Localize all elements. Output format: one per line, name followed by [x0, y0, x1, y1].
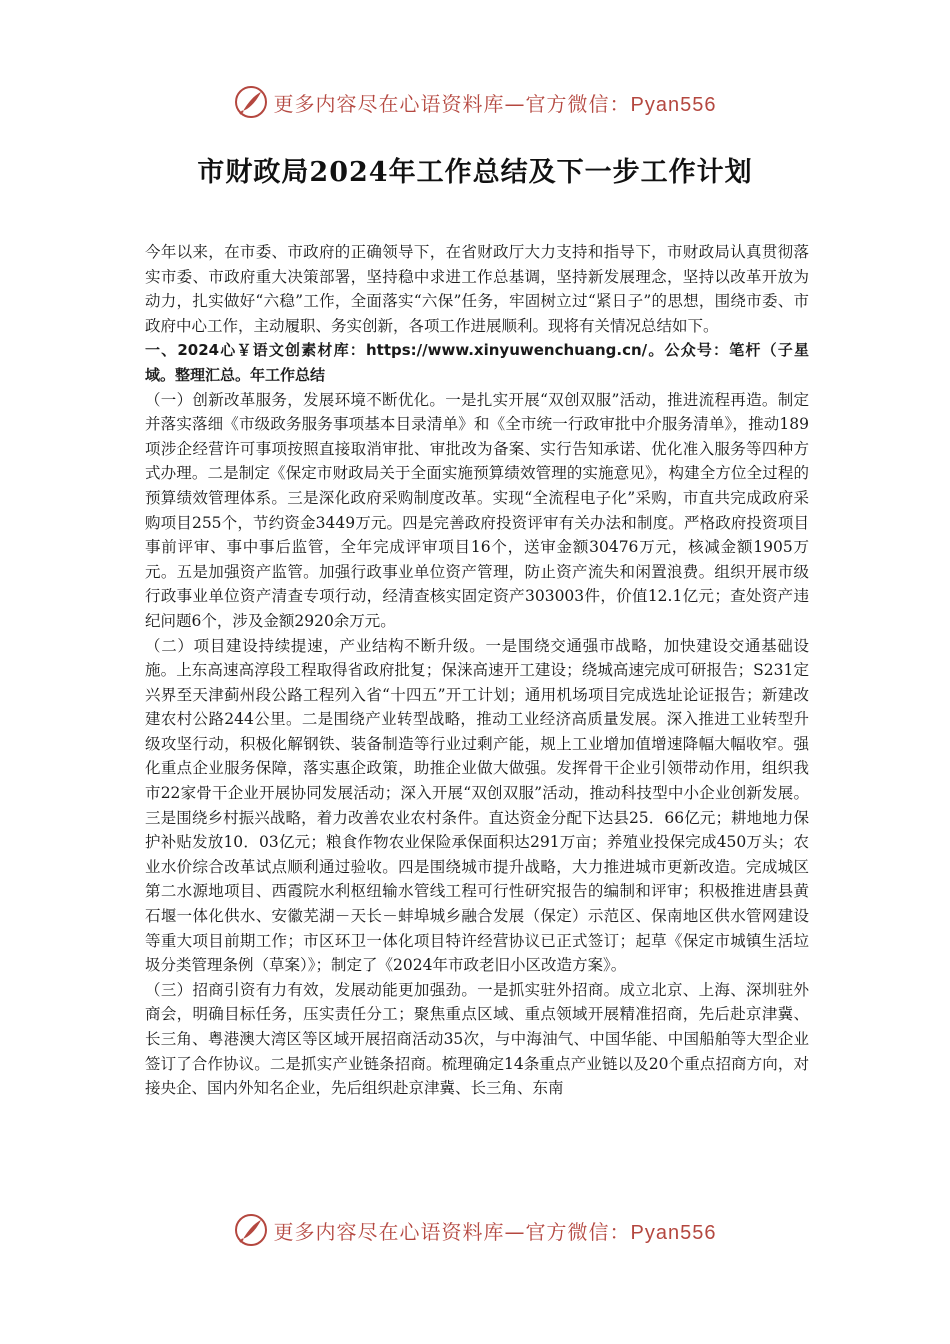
body-paragraph: （三）招商引资有力有效，发展动能更加强劲。一是抓实驻外招商。成立北京、上海、深圳驻外商会，明确目标任务，压实责任分工；聚焦重点区域、重点领域开展精准招商，先后赴京津冀、长三角、粤港澳大湾区等区域开展招商活动35次，与中海油气、中国华能、中国船舶等大型企业签订了合作协议。二是抓实产业链条招商。梳理确定14条重点产业链以及20个重点招商方向，对接央企、国内外知名企业，先后组织赴京津冀、长三角、东南 [145, 980, 809, 1098]
document-body [145, 240, 809, 1101]
body-paragraph: （二）项目建设持续提速，产业结构不断升级。一是围绕交通强市战略，加快建设交通基础设施。上东高速高淳段工程取得省政府批复；保涞高速开工建设；绕城高速完成可研报告；S231定兴界至天津蓟州段公路工程列入省“十四五”开工计划；通用机场项目完成选址论证报告；新建改建农村公路244公里。二是围绕产业转型战略，推动工业经济高质量发展。深入推进工业转型升级攻坚行动，积极化解钢铁、装备制造等行业过剩产能，规上工业增加值增速降幅大幅收窄。强化重点企业服务保障，落实惠企政策，助推企业做大做强。发挥骨干企业引领带动作用，组织我市22家骨干企业开展协同发展活动；深入开展“双创双服”活动，推动科技型中小企业创新发展。三是围绕乡村振兴战略，着力改善农业农村条件。直达资金分配下达县25．66亿元；耕地地力保护补贴发放10．03亿元；粮食作物农业保险承保面积达291万亩；养殖业投保完成450万头；农业水价综合改革试点顺利通过验收。四是围绕城市提升战略，大力推进城市更新改造。完成城区第二水源地项目、西霞院水利枢纽输水管线工程可行性研究报告的编制和评审；积极推进唐县黄石堰一体化供水、安徽芜湖－天长－蚌埠城乡融合发展（保定）示范区、保南地区供水管网建设等重大项目前期工作；市区环卫一体化项目特许经营协议已正式签订；起草《保定市城镇生活垃圾分类管理条例（草案）》；制定了《2024年市政老旧小区改造方案》。 [145, 636, 809, 975]
document-title: 市财政局2024年工作总结及下一步工作计划 [197, 157, 753, 188]
header-watermark-banner [0, 80, 950, 124]
quill-icon [234, 1213, 268, 1247]
body-paragraph: （一）创新改革服务，发展环境不断优化。一是扎实开展“双创双服”活动，推进流程再造。制定并落实落细《市级政务服务事项基本目录清单》和《全市统一行政审批中介服务清单》，推动189项涉企经营许可事项按照直接取消审批、审批改为备案、实行告知承诺、优化准入服务等四种方式办理。二是制定《保定市财政局关于全面实施预算绩效管理的实施意见》，构建全方位全过程的预算绩效管理体系。三是深化政府采购制度改革。实现“全流程电子化”采购，市直共完成政府采购项目255个，节约资金3449万元。四是完善政府投资评审有关办法和制度。严格政府投资项目事前评审、事中事后监管，全年完成评审项目16个，送审金额30476万元，核减金额1905万元。五是加强资产监管。加强行政事业单位资产管理，防止资产流失和闲置浪费。组织开展市级行政事业单位资产清查专项行动，经清查核实固定资产303003件，价值12.1亿元；查处资产违纪问题6个，涉及金额2920余万元。 [145, 390, 809, 630]
banner-text: 更多内容尽在心语资料库—官方微信：Pyan556 [273, 91, 717, 116]
section-heading: 一、2024心￥语文创素材库：https://www.xinyuwenchuang.cn/。公众号：笔杆（子星域。整理汇总。年工作总结 [145, 341, 809, 384]
intro-paragraph: 今年以来，在市委、市政府的正确领导下，在省财政厅大力支持和指导下，市财政局认真贯彻落实市委、市政府重大决策部署，坚持稳中求进工作总基调，坚持新发展理念，坚持以改革开放为动力，扎实做好“六稳”工作，全面落实“六保”任务，牢固树立过“紧日子”的思想，围绕市委、市政府中心工作，主动履职、务实创新，各项工作进展顺利。现将有关情况总结如下。 [145, 243, 809, 335]
quill-icon [234, 85, 268, 119]
banner-text: 更多内容尽在心语资料库—官方微信：Pyan556 [273, 1219, 717, 1244]
footer-watermark-banner [0, 1208, 950, 1252]
